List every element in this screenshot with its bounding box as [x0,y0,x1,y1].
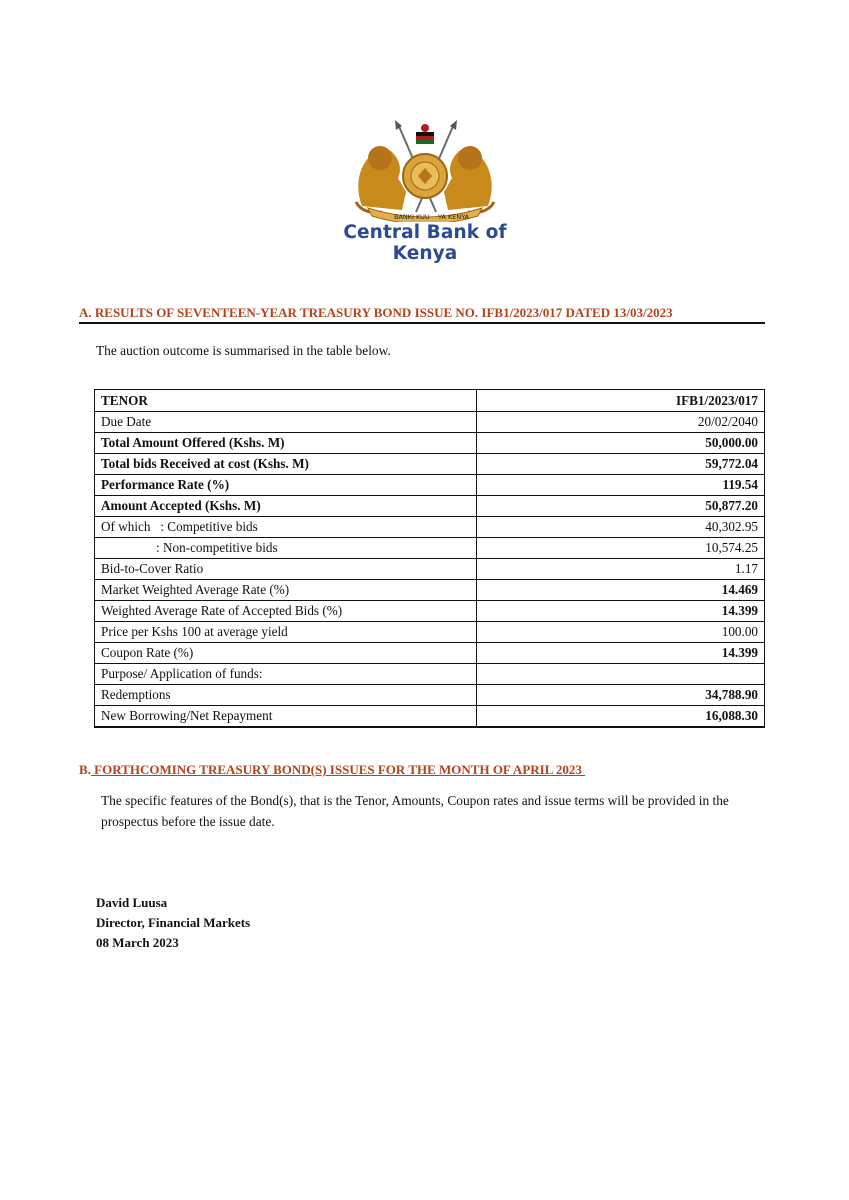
row-label: Bid-to-Cover Ratio [95,559,477,580]
section-a-title: A. RESULTS OF SEVENTEEN-YEAR TREASURY BOND ISSUE NO. IFB1/2023/017 DATED 13/03/2023 [79,305,673,320]
row-label: Total bids Received at cost (Kshs. M) [95,454,477,475]
row-label: Purpose/ Application of funds: [95,664,477,685]
signature-date: 08 March 2023 [96,935,179,950]
row-label: Performance Rate (%) [95,475,477,496]
table-row [95,559,765,580]
row-value: 40,302.95 [477,517,765,538]
row-label: Price per Kshs 100 at average yield [95,622,477,643]
table-row [95,517,765,538]
row-value: 14.399 [477,643,765,664]
row-label: New Borrowing/Net Repayment [95,706,477,728]
row-value: 50,877.20 [477,496,765,517]
section-b-heading: FORTHCOMING TREASURY BOND(S) ISSUES FOR THE MONTH OF APRIL 2023 [90,762,586,777]
row-value: 20/02/2040 [477,412,765,433]
table-row [95,622,765,643]
row-value: 50,000.00 [477,433,765,454]
table-row [95,412,765,433]
table-row [95,664,765,685]
row-value: 14.399 [477,601,765,622]
table-row [95,496,765,517]
signatory-title: Director, Financial Markets [96,915,251,930]
row-value: 100.00 [477,622,765,643]
row-value: 14.469 [477,580,765,601]
auction-results-table [94,389,765,728]
row-label: Of which : Competitive bids [95,517,477,538]
signatory-name: David Luusa [96,895,168,910]
table-row [95,685,765,706]
signature-block [96,893,250,953]
crest-motto-right: YA KENYA [438,213,470,221]
section-b-body: The specific features of the Bond(s), that is the Tenor, Amounts, Coupon rates and issue terms will be provided in the prospectus before the issue date. [101,793,729,829]
table-header-row [95,390,765,412]
row-value: 119.54 [477,475,765,496]
table-row [95,601,765,622]
table-row [95,475,765,496]
crest-motto-left: BANKI KUU [394,213,430,221]
table-row [95,538,765,559]
tenor-label: TENOR [95,390,477,412]
table-row [95,454,765,475]
row-label: Coupon Rate (%) [95,643,477,664]
section-a-intro: The auction outcome is summarised in the table below. [96,343,391,358]
row-label: Redemptions [95,685,477,706]
bank-name: Central Bank of Kenya [343,222,507,264]
table-row [95,433,765,454]
row-label: Market Weighted Average Rate (%) [95,580,477,601]
row-label: Weighted Average Rate of Accepted Bids (%) [95,601,477,622]
row-label: Due Date [95,412,477,433]
tenor-value: IFB1/2023/017 [477,390,765,412]
row-value: 59,772.04 [477,454,765,475]
row-value: 34,788.90 [477,685,765,706]
row-value: 16,088.30 [477,706,765,728]
section-b-title [79,762,585,778]
cbk-logo [310,118,540,264]
section-b-prefix: B. [79,762,91,777]
coat-of-arms-icon [310,118,540,222]
table-row [95,706,765,728]
section-a-divider [79,322,765,324]
row-label: Amount Accepted (Kshs. M) [95,496,477,517]
table-row [95,643,765,664]
row-label: : Non-competitive bids [95,538,477,559]
table-row [95,580,765,601]
row-label: Total Amount Offered (Kshs. M) [95,433,477,454]
row-value [477,664,765,685]
row-value: 10,574.25 [477,538,765,559]
row-value: 1.17 [477,559,765,580]
